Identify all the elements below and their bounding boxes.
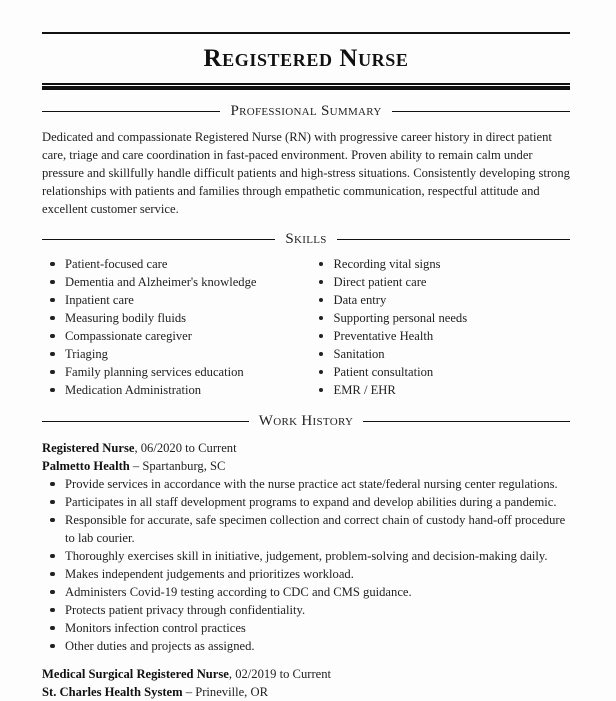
bullet-icon <box>50 316 55 321</box>
job-title: Medical Surgical Registered Nurse <box>42 666 229 681</box>
job-title-line <box>42 665 570 683</box>
bullet-icon <box>50 388 55 393</box>
bullet-icon <box>50 554 55 559</box>
duty-item: Provide services in accordance with the nurse practice act state/federal nursing center regulations. <box>42 475 570 493</box>
bullet-icon <box>319 352 324 357</box>
bullet-icon <box>50 280 55 285</box>
bullet-icon <box>50 370 55 375</box>
duty-item: Other duties and projects as assigned. <box>42 637 570 655</box>
divider-line <box>337 239 570 241</box>
section-title: Skills <box>285 231 327 247</box>
divider-line <box>42 421 249 423</box>
bullet-icon <box>319 334 324 339</box>
skill-item: Preventative Health <box>311 327 571 345</box>
resume-page <box>42 0 570 701</box>
skills-column-left <box>42 255 302 399</box>
bullet-icon <box>50 298 55 303</box>
bullet-icon <box>50 352 55 357</box>
skills-list <box>42 255 570 399</box>
job-location: – Spartanburg, SC <box>129 458 226 473</box>
job-entry <box>42 665 570 701</box>
job-title-line <box>42 439 570 457</box>
divider-line <box>363 421 570 423</box>
job-duties <box>42 475 570 655</box>
divider-line <box>42 239 275 241</box>
job-dates: , 06/2020 to Current <box>134 440 237 455</box>
bullet-icon <box>50 644 55 649</box>
bullet-icon <box>319 316 324 321</box>
duty-item: Monitors infection control practices <box>42 619 570 637</box>
job-company-line <box>42 683 570 701</box>
job-location: – Prineville, OR <box>182 684 268 699</box>
job-dates: , 02/2019 to Current <box>228 666 332 681</box>
bullet-icon <box>50 262 55 267</box>
bullet-icon <box>50 572 55 577</box>
bullet-icon <box>319 298 324 303</box>
skill-item: Data entry <box>311 291 571 309</box>
skill-item: Family planning services education <box>42 363 302 381</box>
bullet-icon <box>50 500 55 505</box>
job-company: St. Charles Health System <box>42 684 183 699</box>
bullet-icon <box>50 482 55 487</box>
duty-item: Participates in all staff development programs to expand and develop abilities during a pandemic. <box>42 493 570 511</box>
section-header-skills <box>42 231 570 249</box>
skill-item: Patient-focused care <box>42 255 302 273</box>
job-company: Palmetto Health <box>42 458 130 473</box>
skill-item: Triaging <box>42 345 302 363</box>
skill-item: Measuring bodily fluids <box>42 309 302 327</box>
bullet-icon <box>319 262 324 267</box>
skill-item: Patient consultation <box>311 363 571 381</box>
skill-item: Recording vital signs <box>311 255 571 273</box>
bullet-icon <box>319 370 324 375</box>
duty-item: Thoroughly exercises skill in initiative, judgement, problem-solving and decision-making daily. <box>42 547 570 565</box>
skill-item: Compassionate caregiver <box>42 327 302 345</box>
bullet-icon <box>50 518 55 523</box>
job-company-line <box>42 457 570 475</box>
divider-line <box>392 111 570 113</box>
skill-item: Medication Administration <box>42 381 302 399</box>
duty-item: Responsible for accurate, safe specimen collection and correct chain of custody hand-off procedure to lab courier. <box>42 511 570 547</box>
divider-line <box>42 111 220 113</box>
bullet-icon <box>50 334 55 339</box>
skill-item: Inpatient care <box>42 291 302 309</box>
skill-item: Supporting personal needs <box>311 309 571 327</box>
skills-column-right <box>302 255 571 399</box>
section-header-summary <box>42 103 570 121</box>
bullet-icon <box>319 280 324 285</box>
skill-item: Dementia and Alzheimer's knowledge <box>42 273 302 291</box>
bullet-icon <box>50 626 55 631</box>
skill-item: Sanitation <box>311 345 571 363</box>
section-header-work <box>42 413 570 431</box>
duty-item: Administers Covid-19 testing according to CDC and CMS guidance. <box>42 583 570 601</box>
bullet-icon <box>319 388 324 393</box>
duty-item: Protects patient privacy through confidentiality. <box>42 601 570 619</box>
bullet-icon <box>50 590 55 595</box>
summary-text: Dedicated and compassionate Registered Nurse (RN) with progressive career history in direct patient care, triage and care coordination in fast-paced environment. Proven ability to remain calm under pressure and skillfully handle difficult patients and high-stress situations. Consistently developing strong relationships with patients and families through empathetic communication, respectful attitude and excellent customer service. <box>42 129 570 216</box>
skill-item: EMR / EHR <box>311 381 571 399</box>
skill-item: Direct patient care <box>311 273 571 291</box>
resume-title: Registered Nurse <box>203 45 409 72</box>
section-title: Work History <box>258 413 354 429</box>
job-title: Registered Nurse <box>42 440 135 455</box>
job-entry <box>42 439 570 655</box>
bullet-icon <box>50 608 55 613</box>
title-rule-thick <box>42 86 570 90</box>
duty-item: Makes independent judgements and prioritizes workload. <box>42 565 570 583</box>
section-title: Professional Summary <box>230 103 382 119</box>
